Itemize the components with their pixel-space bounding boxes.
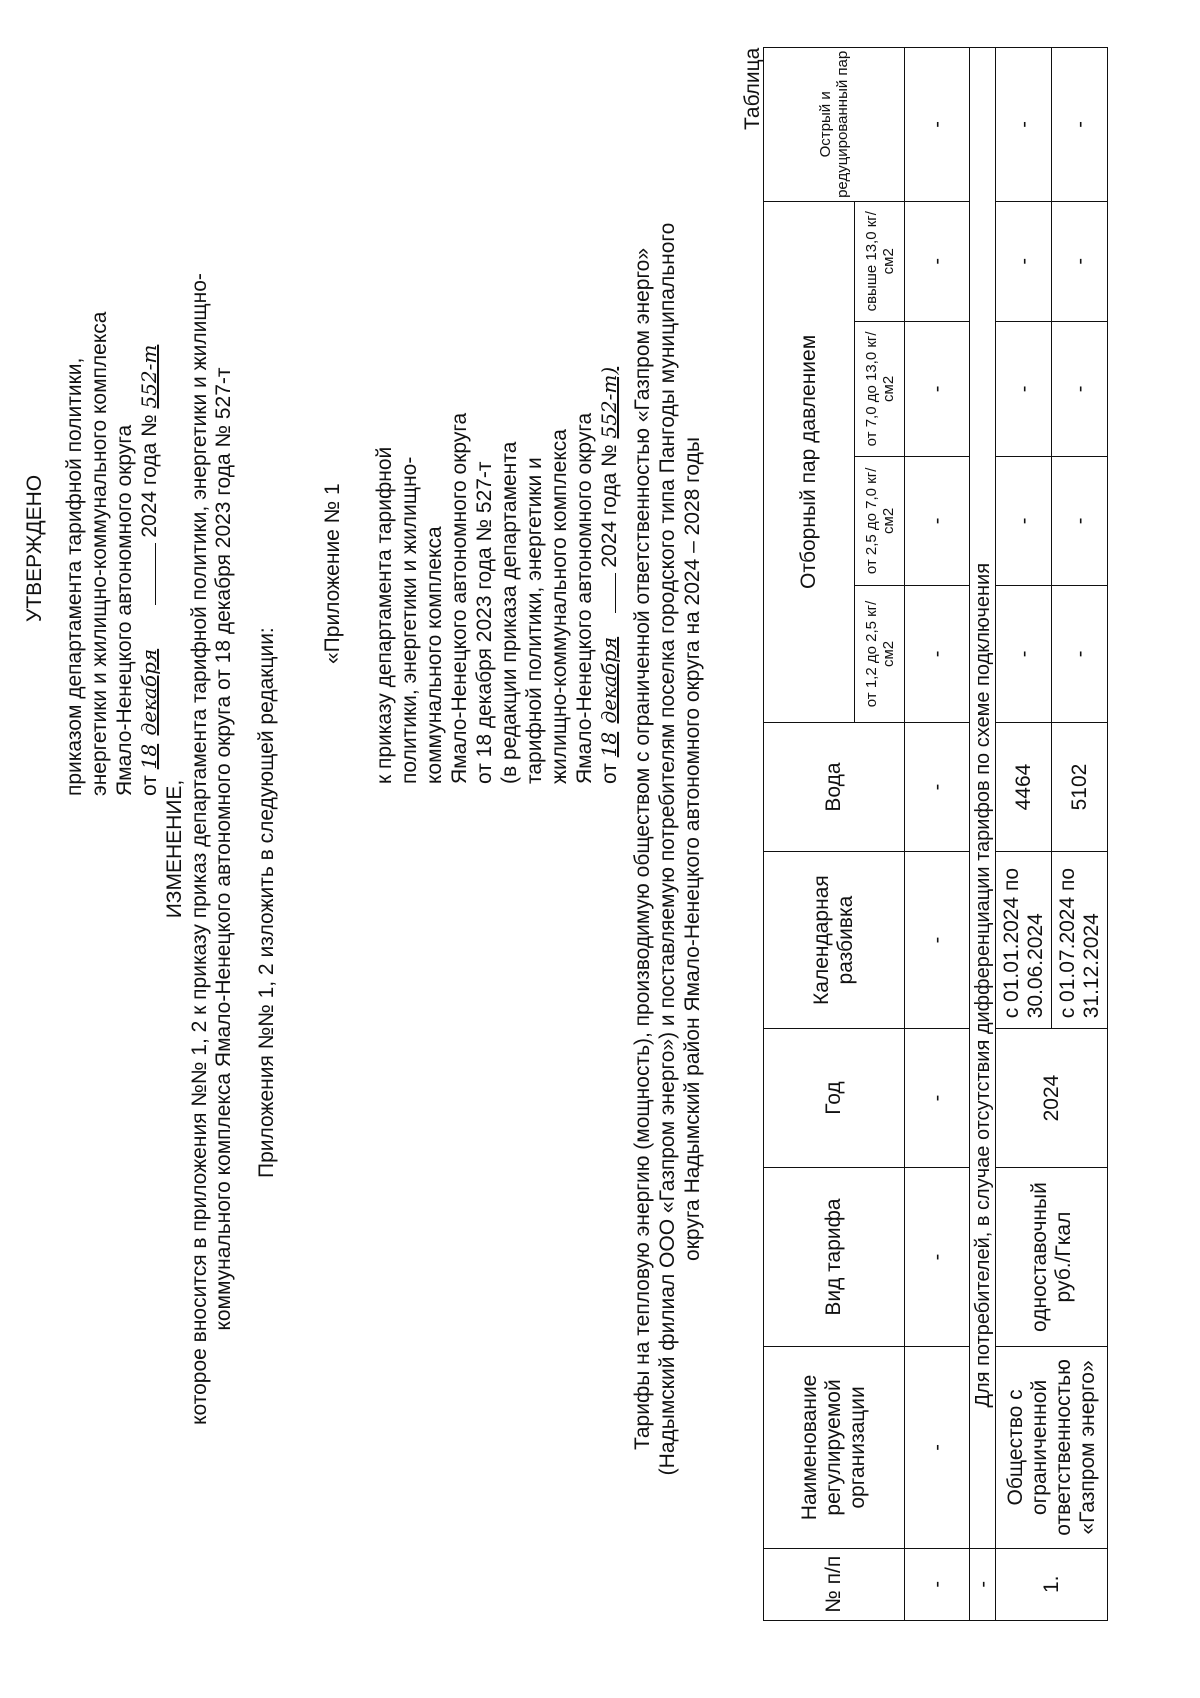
change-title: ИЗМЕНЕНИЕ, [163, 779, 186, 919]
header-sharp-steam: Острый и редуцированный пар [764, 48, 905, 202]
appendix-date [597, 367, 622, 784]
cell-dash: - [970, 1548, 996, 1620]
appendix-line: к приказу департамента тарифной [373, 446, 396, 784]
row-period-2: с 01.07.2024 по 31.12.2024 [1052, 851, 1108, 1028]
row-water-1: 4464 [996, 723, 1052, 852]
appendix-line: Ямало-Ненецкого автономного округа [448, 412, 471, 784]
cell-dash: - [996, 321, 1052, 456]
appendix-line: политики, энергетики и жилищно- [398, 456, 421, 784]
cell-dash: - [905, 48, 970, 202]
date-year: 2024 года № [598, 444, 621, 568]
section-label: Для потребителей, в случае отсутствия дифференциации тарифов по схеме подключения [970, 48, 996, 1549]
handwritten-number: 552-т) [597, 366, 621, 439]
tariff-title-1: Тарифы на тепловую энергию (мощность), производимую обществом с ограниченной ответственностью «Газпром энерго» [631, 247, 654, 1451]
change-instruction: Приложения №№ 1, 2 изложить в следующей редакции: [255, 627, 278, 1178]
cell-dash: - [905, 851, 970, 1028]
table-caption: Таблица [741, 47, 764, 130]
cell-dash: - [1052, 48, 1108, 202]
date-prefix: от [138, 775, 161, 796]
header-water: Вода [764, 723, 905, 852]
row-year: 2024 [996, 1029, 1108, 1167]
dash-row [905, 48, 970, 1621]
date-year: 2024 года № [138, 414, 161, 538]
cell-dash: - [905, 585, 970, 722]
cell-dash: - [905, 723, 970, 852]
approved-title: УТВЕРЖДЕНО [23, 474, 46, 622]
header-steam-2: от 2,5 до 7,0 кг/см2 [855, 457, 905, 586]
cell-dash: - [996, 48, 1052, 202]
date-blank [155, 543, 156, 605]
cell-dash: - [905, 1347, 970, 1548]
change-subtitle-1: которое вносится в приложения №№ 1, 2 к приказу приказ департамента тарифной политики, энергетики и жилищно- [188, 273, 211, 1425]
header-steam-4: свыше 13,0 кг/см2 [855, 201, 905, 321]
handwritten-number: 552-т [137, 344, 161, 409]
appendix-line: (в редакции приказа департамента [498, 441, 521, 784]
appendix-title: «Приложение № 1 [321, 483, 344, 664]
header-org: Наименование регулируемой организации [764, 1347, 905, 1548]
header-year: Год [764, 1029, 905, 1167]
cell-dash: - [1052, 201, 1108, 321]
tariff-title-3: округа Надымский район Ямало-Ненецкого автономного округа на 2024 – 2028 годы [681, 437, 704, 1261]
header-tariff-type: Вид тарифа [764, 1167, 905, 1347]
cell-dash: - [905, 201, 970, 321]
tariff-title-2: (Надымский филиал ООО «Газпром энерго») и поставляемую потребителям поселка городского типа Пангоды муниципального [656, 222, 679, 1476]
header-num: № п/п [764, 1548, 905, 1620]
header-calendar: Календарная разбивка [764, 851, 905, 1028]
cell-dash: - [905, 1167, 970, 1347]
approved-line: Ямало-Ненецкого автономного округа [113, 424, 136, 796]
appendix-line: Ямало-Ненецкого автономного округа [573, 412, 596, 784]
appendix-line: от 18 декабря 2023 года № 527-т [473, 461, 496, 784]
row-period-1: с 01.01.2024 по 30.06.2024 [996, 851, 1052, 1028]
handwritten-month: декабря [137, 648, 161, 736]
row-tariff-type: одноставочный руб./Гкал [996, 1167, 1108, 1347]
cell-dash: - [905, 457, 970, 586]
table-row [996, 48, 1052, 1621]
section-row [970, 48, 996, 1621]
header-steam-1: от 1,2 до 2,5 кг/см2 [855, 585, 905, 722]
appendix-line: тарифной политики, энергетики и [523, 457, 546, 784]
appendix-line: коммунального комплекса [423, 526, 446, 784]
cell-dash: - [1052, 321, 1108, 456]
tariff-table [763, 47, 1108, 1621]
handwritten-day: 18 [597, 731, 621, 758]
header-steam-group: Отборный пар давлением [764, 201, 855, 722]
cell-dash: - [905, 1029, 970, 1167]
appendix-block [372, 367, 622, 784]
approved-block [62, 312, 162, 796]
handwritten-day: 18 [137, 743, 161, 770]
row-num: 1. [996, 1548, 1108, 1620]
approved-line: энергетики и жилищно-коммунального комплекса [88, 311, 111, 796]
cell-dash: - [1052, 457, 1108, 586]
date-prefix: от [598, 763, 621, 784]
cell-dash: - [905, 321, 970, 456]
handwritten-month: декабря [597, 636, 621, 724]
header-steam-3: от 7,0 до 13,0 кг/см2 [855, 321, 905, 456]
approved-date [137, 312, 162, 796]
date-blank [615, 573, 616, 613]
header-row [764, 48, 855, 1621]
cell-dash: - [996, 457, 1052, 586]
appendix-line: жилищно-коммунального комплекса [548, 429, 571, 784]
approved-line: приказом департамента тарифной политики, [63, 357, 86, 796]
row-water-2: 5102 [1052, 723, 1108, 852]
row-org: Общество с ограниченной ответственностью «Газпром энерго» [996, 1347, 1108, 1548]
cell-dash: - [996, 201, 1052, 321]
change-subtitle-2: коммунального комплекса Ямало-Ненецкого автономного округа от 18 декабря 2023 года № 527-т [212, 367, 235, 1331]
cell-dash: - [1052, 585, 1108, 722]
cell-dash: - [996, 585, 1052, 722]
cell-dash: - [905, 1548, 970, 1620]
